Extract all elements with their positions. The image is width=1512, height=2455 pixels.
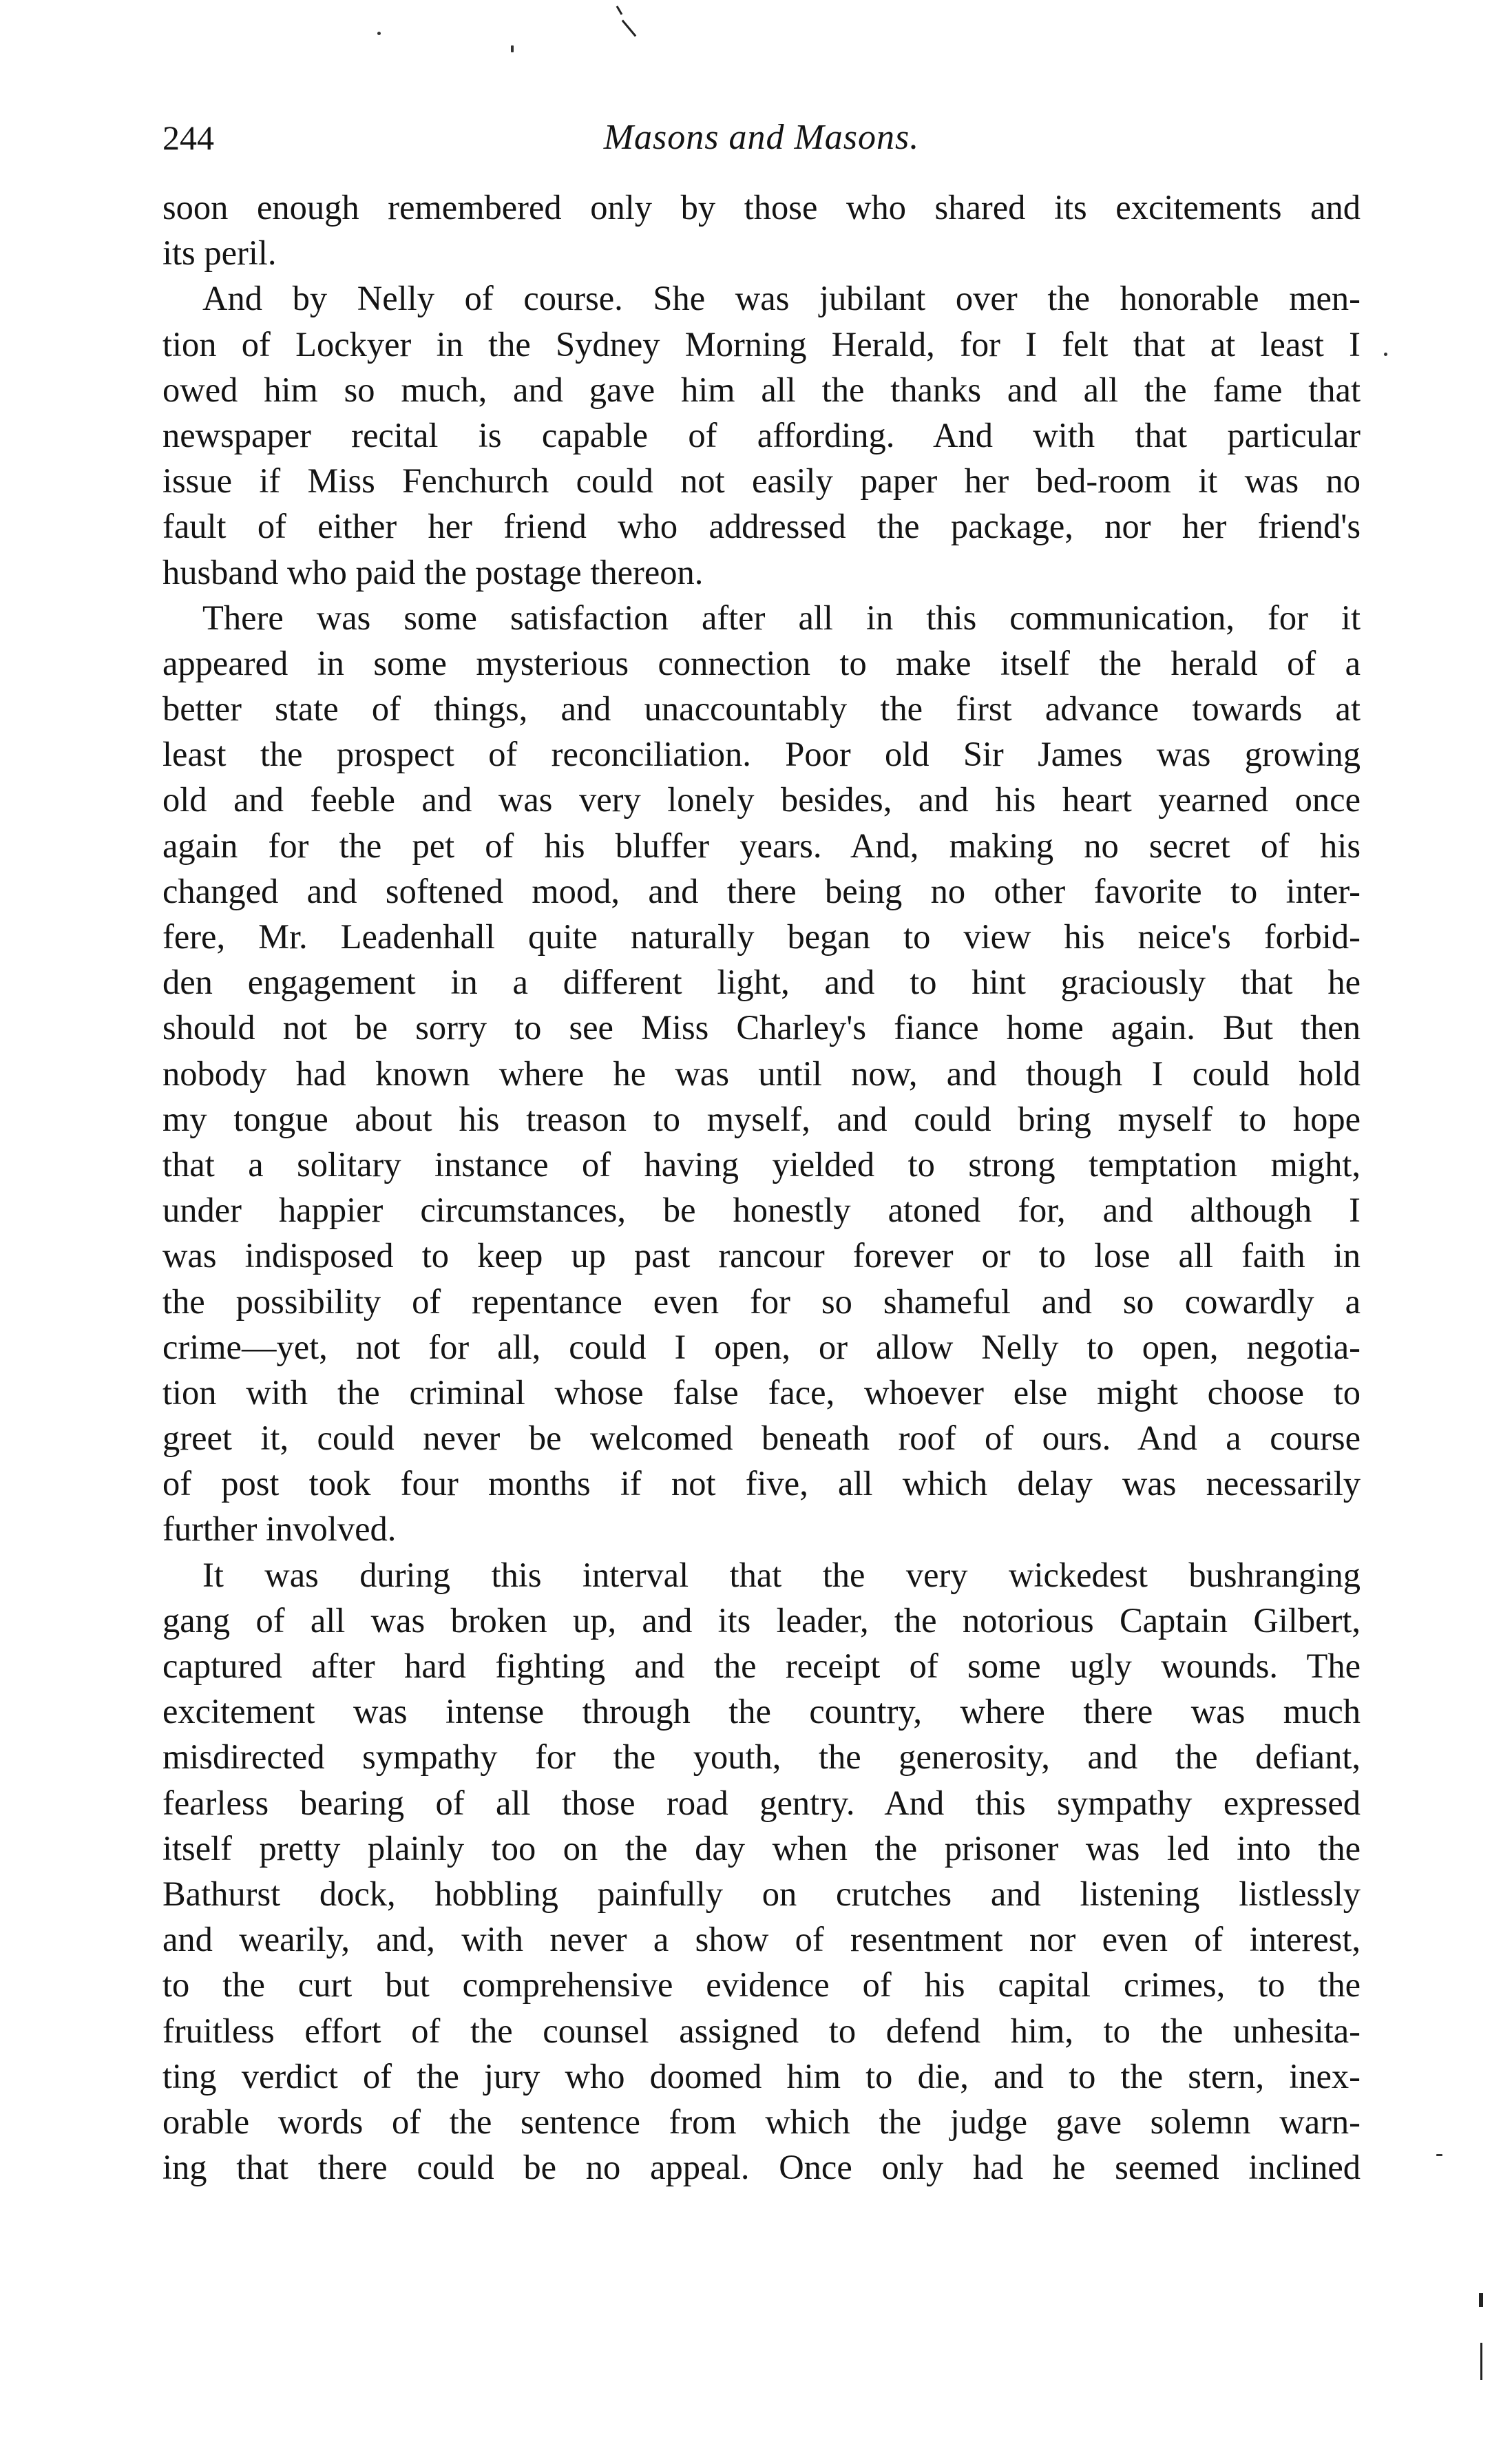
text-line: orable words of the sentence from which the judge gave solemn warn- xyxy=(162,2102,1361,2141)
print-speck xyxy=(511,45,514,52)
text-line: better state of things, and unaccountably the first advance towards at xyxy=(162,689,1361,729)
text-line: gang of all was broken up, and its leader, the notorious Captain Gilbert, xyxy=(162,1600,1361,1640)
text-line: greet it, could never be welcomed beneath roof of ours. And a course xyxy=(162,1419,1361,1458)
text-line: old and feeble and was very lonely besides, and his heart yearned once xyxy=(162,780,1361,819)
text-line: my tongue about his treason to myself, and could bring myself to hope xyxy=(162,1099,1361,1138)
running-head xyxy=(162,110,1361,165)
text-line: fearless bearing of all those road gentry. And this sympathy expressed xyxy=(162,1783,1361,1822)
text-line: newspaper recital is capable of affording. And with that particular xyxy=(162,415,1361,455)
paragraph xyxy=(162,595,1361,1552)
text-line: Bathurst dock, hobbling painfully on crutches and listening listlessly xyxy=(162,1874,1361,1913)
print-speck xyxy=(1436,2154,1442,2156)
text-line: crime—yet, not for all, could I open, or allow Nelly to open, negotia- xyxy=(162,1327,1361,1366)
paragraph xyxy=(162,275,1361,594)
print-mark xyxy=(616,6,623,15)
text-line: again for the pet of his bluffer years. And, making no secret of his xyxy=(162,826,1361,865)
text-line: ting verdict of the jury who doomed him to die, and to the stern, inex- xyxy=(162,2056,1361,2096)
text-line: misdirected sympathy for the youth, the generosity, and the defiant, xyxy=(162,1737,1361,1777)
text-line: issue if Miss Fenchurch could not easily paper her bed-room it was no xyxy=(162,461,1361,501)
text-line: fruitless effort of the counsel assigned to defend him, to the unhesita- xyxy=(162,2011,1361,2050)
print-speck xyxy=(377,32,381,35)
text-line: den engagement in a different light, and to hint graciously that he xyxy=(162,963,1361,1002)
text-line: of post took four months if not five, all which delay was necessarily xyxy=(162,1464,1361,1503)
text-line: excitement was intense through the country, where there was much xyxy=(162,1692,1361,1731)
page-number: 244 xyxy=(162,118,214,157)
text-line: tion with the criminal whose false face, whoever else might choose to xyxy=(162,1372,1361,1412)
text-line: fault of either her friend who addressed the package, nor her friend's xyxy=(162,507,1361,546)
text-line: least the prospect of reconciliation. Poor old Sir James was growing xyxy=(162,735,1361,774)
running-title: Masons and Masons. xyxy=(603,118,920,157)
text-line: It was during this interval that the very wickedest bushranging xyxy=(202,1555,1361,1594)
text-line: its peril. xyxy=(162,233,277,273)
text-line: And by Nelly of course. She was jubilant over the honorable men- xyxy=(202,279,1361,318)
text-line: soon enough remembered only by those who shared its excitements and xyxy=(162,188,1361,227)
text-line: fere, Mr. Leadenhall quite naturally began to view his neice's forbid- xyxy=(162,917,1361,956)
text-line: further involved. xyxy=(162,1509,397,1549)
text-line: the possibility of repentance even for so shameful and so cowardly a xyxy=(162,1282,1361,1321)
text-line: should not be sorry to see Miss Charley's fiance home again. But then xyxy=(162,1008,1361,1047)
paragraph xyxy=(162,185,1361,275)
print-speck xyxy=(1384,353,1387,356)
text-line: ing that there could be no appeal. Once only had he seemed inclined xyxy=(162,2148,1361,2187)
text-line: captured after hard fighting and the receipt of some ugly wounds. The xyxy=(162,1647,1361,1685)
text-line: itself pretty plainly too on the day when the prisoner was led into the xyxy=(162,1828,1361,1868)
text-line: owed him so much, and gave him all the thanks and all the fame that xyxy=(162,370,1361,409)
text-line: changed and softened mood, and there being no other favorite to inter- xyxy=(162,871,1361,910)
text-line: to the curt but comprehensive evidence of his capital crimes, to the xyxy=(162,1965,1361,2005)
text-line: was indisposed to keep up past rancour forever or to lose all faith in xyxy=(162,1236,1361,1275)
text-line: that a solitary instance of having yielded to strong temptation might, xyxy=(162,1145,1361,1184)
text-line: There was some satisfaction after all in this communication, for it xyxy=(202,598,1361,637)
body-text xyxy=(162,185,1361,2190)
print-mark xyxy=(1480,2343,1482,2380)
paragraph xyxy=(162,1552,1361,2191)
text-line: appeared in some mysterious connection to make itself the herald of a xyxy=(162,643,1361,682)
text-line: husband who paid the postage thereon. xyxy=(162,552,704,592)
text-line: under happier circumstances, be honestly atoned for, and although I xyxy=(162,1191,1361,1230)
text-line: nobody had known where he was until now, and though I could hold xyxy=(162,1054,1361,1093)
text-line: and wearily, and, with never a show of resentment nor even of interest, xyxy=(162,1920,1361,1959)
print-mark xyxy=(1479,2293,1483,2307)
text-line: tion of Lockyer in the Sydney Morning Herald, for I felt that at least I xyxy=(162,324,1361,364)
print-mark xyxy=(622,20,637,37)
